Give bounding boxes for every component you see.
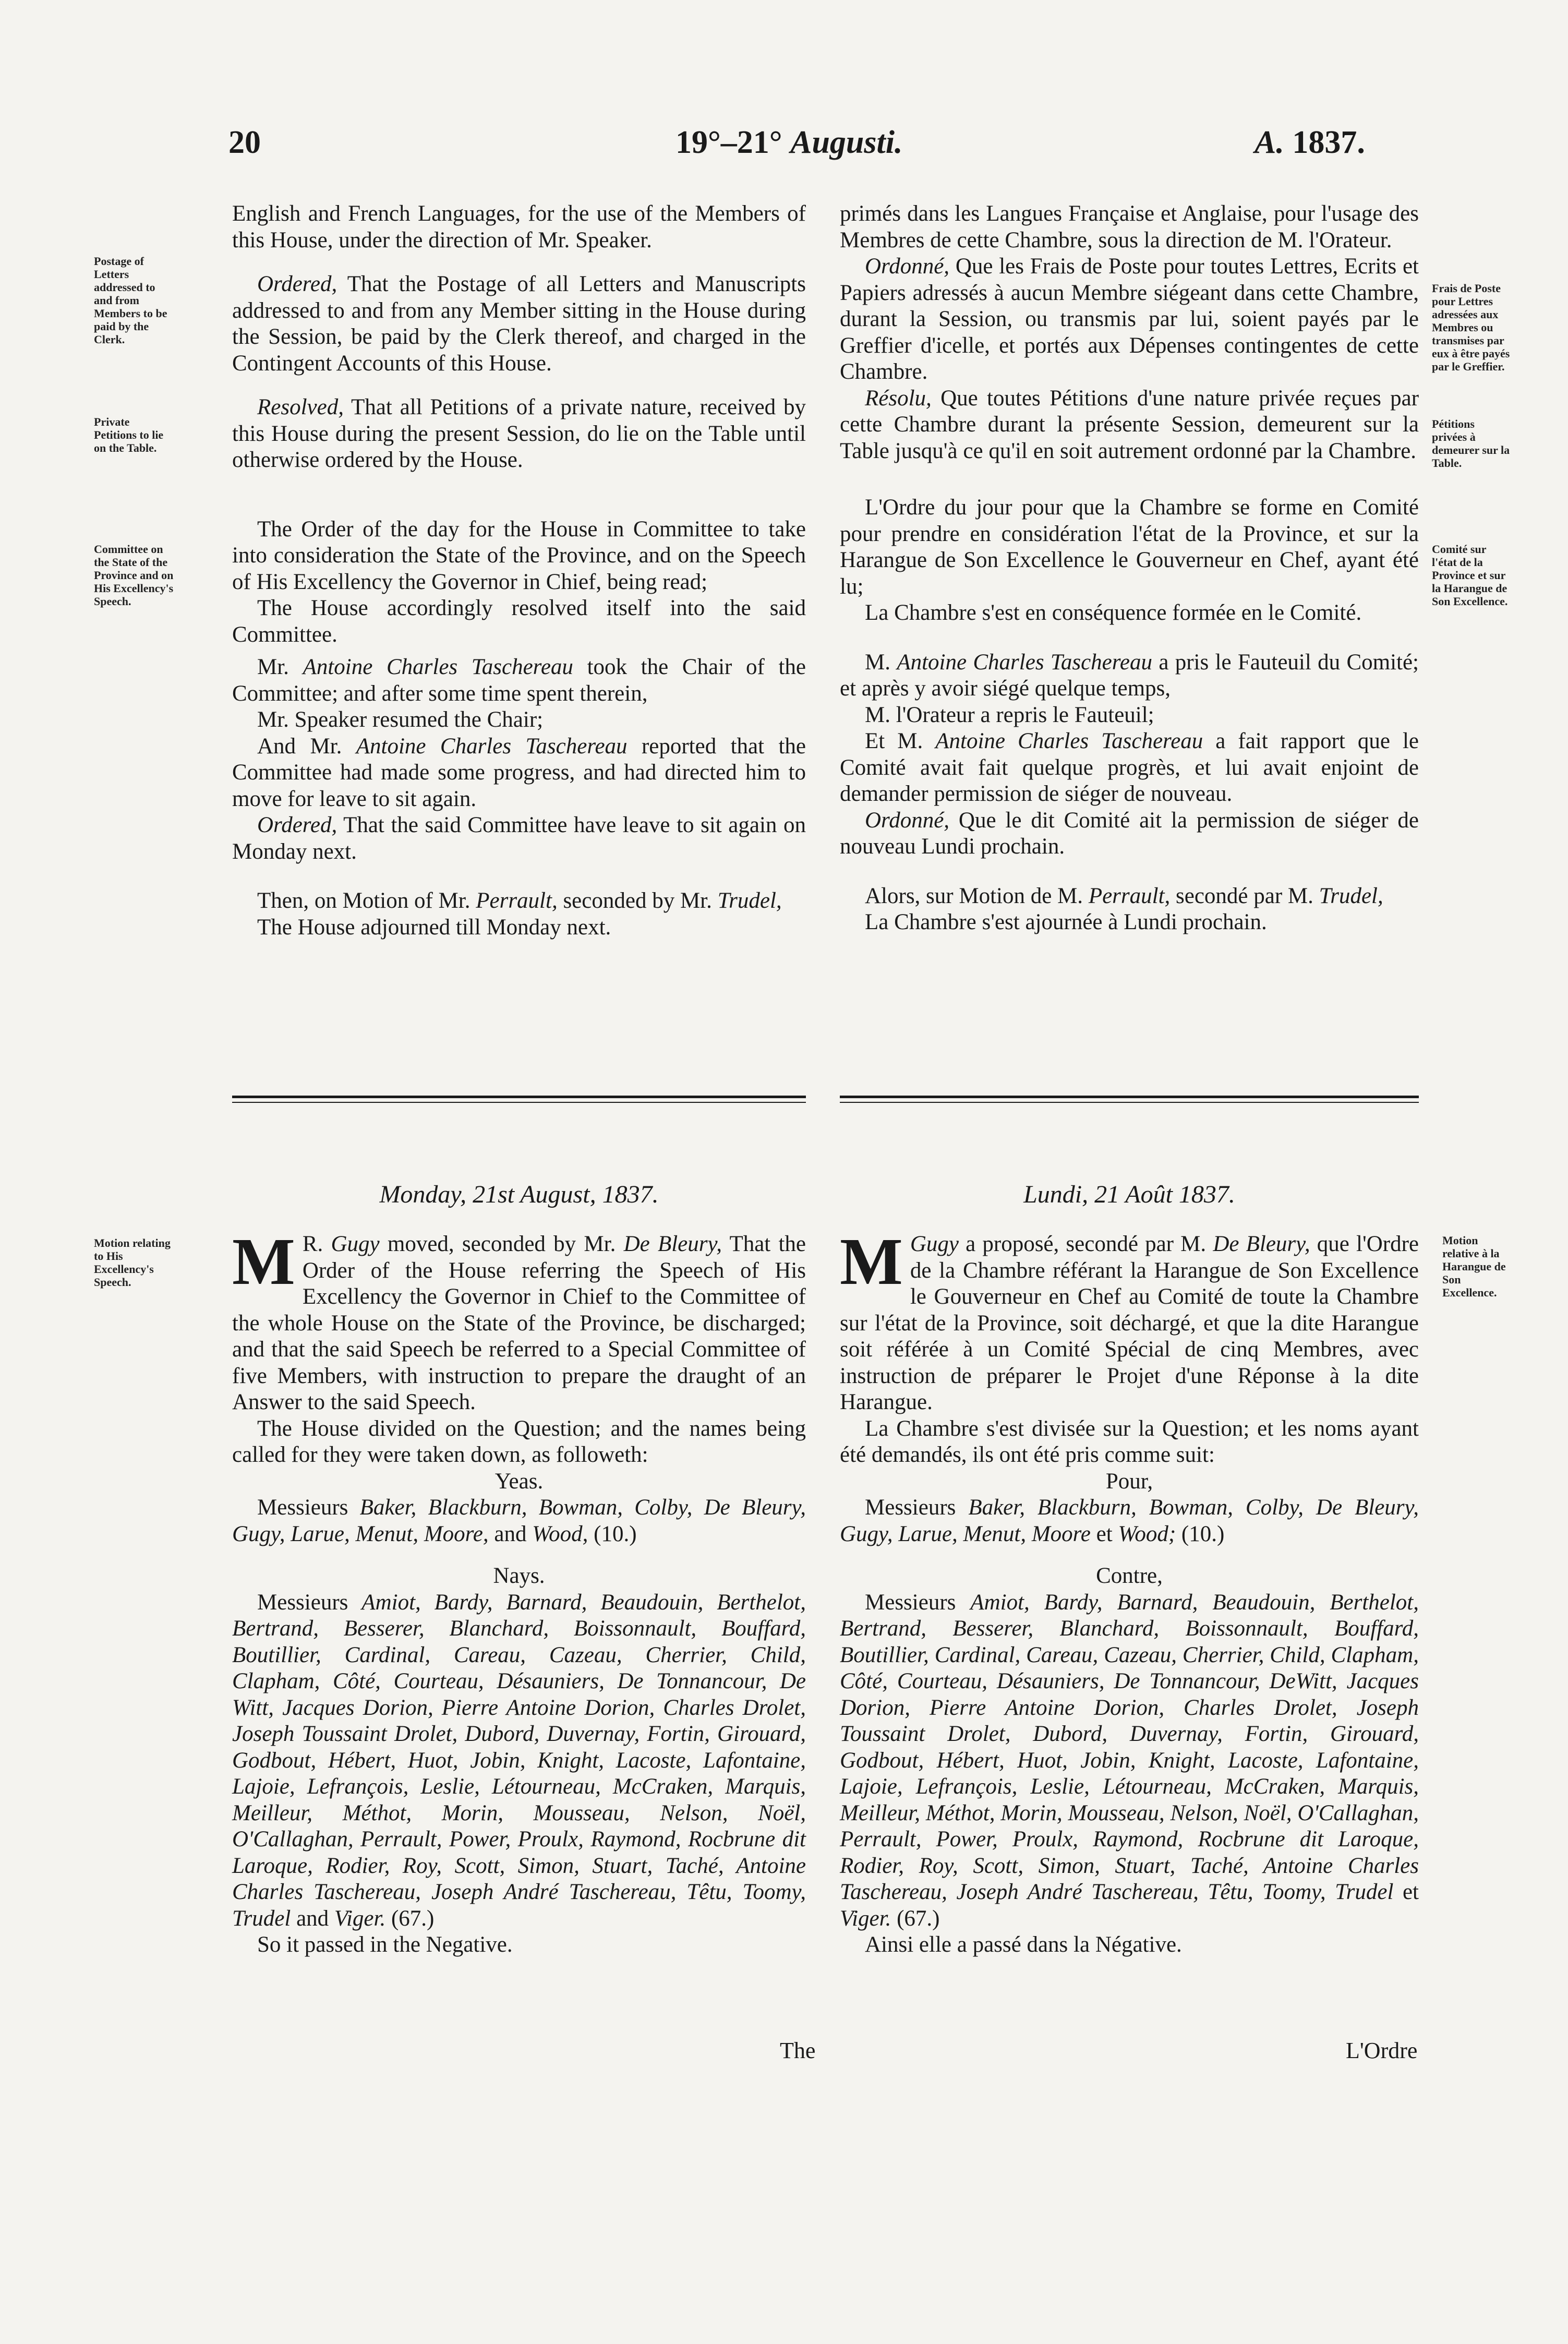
header-year-value: 1837. bbox=[1292, 125, 1365, 160]
header-year bbox=[1255, 124, 1365, 161]
en-chair-taken: Mr. Antoine Charles Taschereau took the Chair of the Committee; and after some time spent therein, bbox=[232, 655, 806, 706]
en-report: And Mr. Antoine Charles Taschereau reported that the Committee had made some progress, and had directed him to move for leave to sit again. bbox=[232, 734, 806, 811]
catchword-french: L'Ordre bbox=[1346, 2038, 1418, 2063]
margin-note-motion-fr: Motion relative à la Harangue de Son Excellence. bbox=[1442, 1234, 1506, 1299]
en-petitions-resolution: Resolved, That all Petitions of a private nature, received by this House during the present Session, do lie on the Table until otherwise ordered by the House. bbox=[232, 395, 806, 472]
en-division: The House divided on the Question; and the names being called for they were taken down, as followeth: bbox=[232, 1416, 806, 1467]
en-adjourn-motion: Then, on Motion of Mr. Perrault, seconded by Mr. Trudel, bbox=[257, 888, 782, 913]
en-yeas-label: Yeas. bbox=[494, 1469, 544, 1494]
fr-report: Et M. Antoine Charles Taschereau a fait rapport que le Comité avait fait quelque progrès, et lui avait enjoint de demander permission de siéger de nouveau. bbox=[840, 729, 1419, 806]
rule-english-thick bbox=[232, 1096, 806, 1098]
header-date-range bbox=[676, 124, 903, 161]
en-nays-label: Nays. bbox=[493, 1564, 545, 1588]
en-order-of-day: The Order of the day for the House in Committee to take into consideration the State of the Province, and on the Speech of His Excellency the Governor in Chief, being read; bbox=[232, 516, 806, 594]
header-year-prefix: A. bbox=[1255, 125, 1284, 160]
fr-adjourn-motion: Alors, sur Motion de M. Perrault, secondé par M. Trudel, bbox=[865, 883, 1383, 908]
part2-french-column bbox=[840, 1224, 1419, 1958]
part1-french-column bbox=[840, 201, 1419, 936]
drop-cap-en: M bbox=[232, 1224, 295, 1299]
rule-french-thin bbox=[840, 1102, 1419, 1103]
part2-english-column bbox=[232, 1224, 806, 1958]
part1-english-column bbox=[232, 201, 806, 941]
en-leave-order: Ordered, That the said Committee have leave to sit again on Monday next. bbox=[232, 813, 806, 864]
margin-note-petitions-en: Private Petitions to lie on the Table. bbox=[94, 415, 164, 454]
fr-committee-resolved: La Chambre s'est en conséquence formée en le Comité. bbox=[865, 600, 1362, 625]
fr-yeas-label: Pour, bbox=[1105, 1469, 1153, 1494]
fr-leave-order: Ordonné, Que le dit Comité ait la permission de siéger de nouveau Lundi prochain. bbox=[840, 808, 1419, 859]
en-postage-order: Ordered, That the Postage of all Letters and Manuscripts addressed to and from any Member sitting in the House during the Session, be paid by the Clerk thereof, and charged in the Contingent Accounts of this House. bbox=[232, 272, 806, 376]
margin-note-postage-fr: Frais de Poste pour Lettres adressées aux Membres ou transmises par eux à être payés par le Greffier. bbox=[1432, 282, 1510, 373]
fr-speaker-resumed: M. l'Orateur a repris le Fauteuil; bbox=[865, 702, 1154, 727]
fr-p1: primés dans les Langues Française et Anglaise, pour l'usage des Membres de cette Chambre, sous la direction de M. l'Orateur. bbox=[840, 201, 1419, 253]
fr-postage-order: Ordonné, Que les Frais de Poste pour toutes Lettres, Ecrits et Papiers adressés à aucun Membre siégeant dans cette Chambre, durant la Session, ou transmis par lui, soient payés par le Greffier d'icelle, et portés aux Dépenses contingentes de cette Chambre. bbox=[840, 254, 1419, 384]
fr-adjourned: La Chambre s'est ajournée à Lundi prochain. bbox=[865, 910, 1267, 934]
en-nays-list: Messieurs Amiot, Bardy, Barnard, Beaudouin, Berthelot, Bertrand, Besserer, Blanchard, Boissonnault, Bouffard, Boutillier, Cardinal, Careau, Cazeau, Cherrier, Child, Clapham, Côté, Courteau, Désauniers, De Tonnancour, De Witt, Jacques Dorion, Pierre Antoine Dorion, Charles Drolet, Joseph Toussaint Drolet, Dubord, Duvernay, Fortin, Girouard, Godbout, Hébert, Huot, Jobin, Knight, Lacoste, Lafontaine, Lajoie, Lefrançois, Leslie, Létourneau, McCraken, Marquis, Meilleur, Méthot, Morin, Mousseau, Nelson, Noël, O'Callaghan, Perrault, Power, Proulx, Raymond, Rocbrune dit Laroque, Rodier, Roy, Scott, Simon, Stuart, Taché, Antoine Charles Taschereau, Joseph André Taschereau, Têtu, Toomy, Trudel and Viger. (67.) bbox=[232, 1590, 806, 1931]
en-speaker-resumed: Mr. Speaker resumed the Chair; bbox=[257, 707, 544, 732]
en-motion: M R. Gugy moved, seconded by Mr. De Bleury, That the Order of the House referring the Speech of His Excellency the Governor in Chief to the Committee of the whole House on the State of the Province, be discharged; and that the said Speech be referred to a Special Committee of five Members, with instruction to prepare the draught of an Answer to the said Speech. bbox=[232, 1224, 806, 1414]
date-french: Lundi, 21 Août 1837. bbox=[1023, 1181, 1235, 1208]
catchword-english: The bbox=[780, 2038, 816, 2063]
margin-note-postage-en: Postage of Letters addressed to and from Members to be paid by the Clerk. bbox=[94, 255, 167, 346]
fr-motion: M Gugy a proposé, secondé par M. De Bleury, que l'Ordre de la Chambre référant la Harangue de Son Excellence le Gouverneur en Chef au Comité de toute la Chambre sur l'état de la Province, soit déchargé, et que la dite Harangue soit référée à un Comité Spécial de cinq Membres, avec instruction de préparer le Projet d'une Réponse à la dite Harangue. bbox=[840, 1224, 1419, 1414]
date-english: Monday, 21st August, 1837. bbox=[379, 1181, 659, 1208]
fr-nays-label: Contre, bbox=[1096, 1564, 1163, 1588]
margin-note-committee-fr: Comité sur l'état de la Province et sur la Harangue de Son Excellence. bbox=[1432, 543, 1508, 608]
margin-note-committee-en: Committee on the State of the Province and on His Excellency's Speech. bbox=[94, 543, 174, 608]
margin-note-motion-en: Motion relating to His Excellency's Speech. bbox=[94, 1236, 171, 1289]
rule-french-thick bbox=[840, 1096, 1419, 1098]
en-p1: English and French Languages, for the use of the Members of this House, under the direction of Mr. Speaker. bbox=[232, 201, 806, 253]
fr-division: La Chambre s'est divisée sur la Question; et les noms ayant été demandés, ils ont été pris comme suit: bbox=[840, 1416, 1419, 1467]
fr-order-of-day: L'Ordre du jour pour que la Chambre se forme en Comité pour prendre en considération l'état de la Province, et sur la Harangue de Son Excellence le Gouverneur en Chef, ayant été lu; bbox=[840, 495, 1419, 599]
en-negative: So it passed in the Negative. bbox=[257, 1932, 513, 1957]
fr-petitions-resolution: Résolu, Que toutes Pétitions d'une nature privée reçues par cette Chambre durant la présente Session, demeurent sur la Table jusqu'à ce qu'il en soit autrement ordonné par la Chambre. bbox=[840, 386, 1419, 463]
margin-note-petitions-fr: Pétitions privées à demeurer sur la Table. bbox=[1432, 417, 1510, 470]
drop-cap-fr: M bbox=[840, 1224, 903, 1299]
en-yeas-list: Messieurs Baker, Blackburn, Bowman, Colby, De Bleury, Gugy, Larue, Menut, Moore, and Wood, (10.) bbox=[232, 1495, 806, 1546]
header-month: Augusti. bbox=[790, 125, 903, 160]
en-adjourned: The House adjourned till Monday next. bbox=[257, 915, 611, 940]
page-number: 20 bbox=[228, 125, 261, 160]
fr-chair-taken: M. Antoine Charles Taschereau a pris le Fauteuil du Comité; et après y avoir siégé quelque temps, bbox=[840, 650, 1419, 701]
fr-yeas-list: Messieurs Baker, Blackburn, Bowman, Colby, De Bleury, Gugy, Larue, Menut, Moore et Wood; (10.) bbox=[840, 1495, 1419, 1546]
fr-nays-list: Messieurs Amiot, Bardy, Barnard, Beaudouin, Berthelot, Bertrand, Besserer, Blanchard, Boissonnault, Bouffard, Boutillier, Cardinal, Careau, Cazeau, Cherrier, Child, Clapham, Côté, Courteau, Désauniers, De Tonnancour, DeWitt, Jacques Dorion, Pierre Antoine Dorion, Charles Drolet, Joseph Toussaint Drolet, Dubord, Duvernay, Fortin, Girouard, Godbout, Hébert, Huot, Jobin, Knight, Lacoste, Lafontaine, Lajoie, Lefrançois, Leslie, Létourneau, McCraken, Marquis, Meilleur, Méthot, Morin, Mousseau, Nelson, Noël, O'Callaghan, Perrault, Power, Proulx, Raymond, Rocbrune dit Laroque, Rodier, Roy, Scott, Simon, Stuart, Taché, Antoine Charles Taschereau, Joseph André Taschereau, Têtu, Toomy, Trudel et Viger. (67.) bbox=[840, 1590, 1419, 1931]
en-committee-resolved: The House accordingly resolved itself into the said Committee. bbox=[232, 596, 806, 647]
header-days: 19°–21° bbox=[676, 125, 782, 160]
fr-negative: Ainsi elle a passé dans la Négative. bbox=[865, 1932, 1182, 1957]
rule-english-thin bbox=[232, 1102, 806, 1103]
